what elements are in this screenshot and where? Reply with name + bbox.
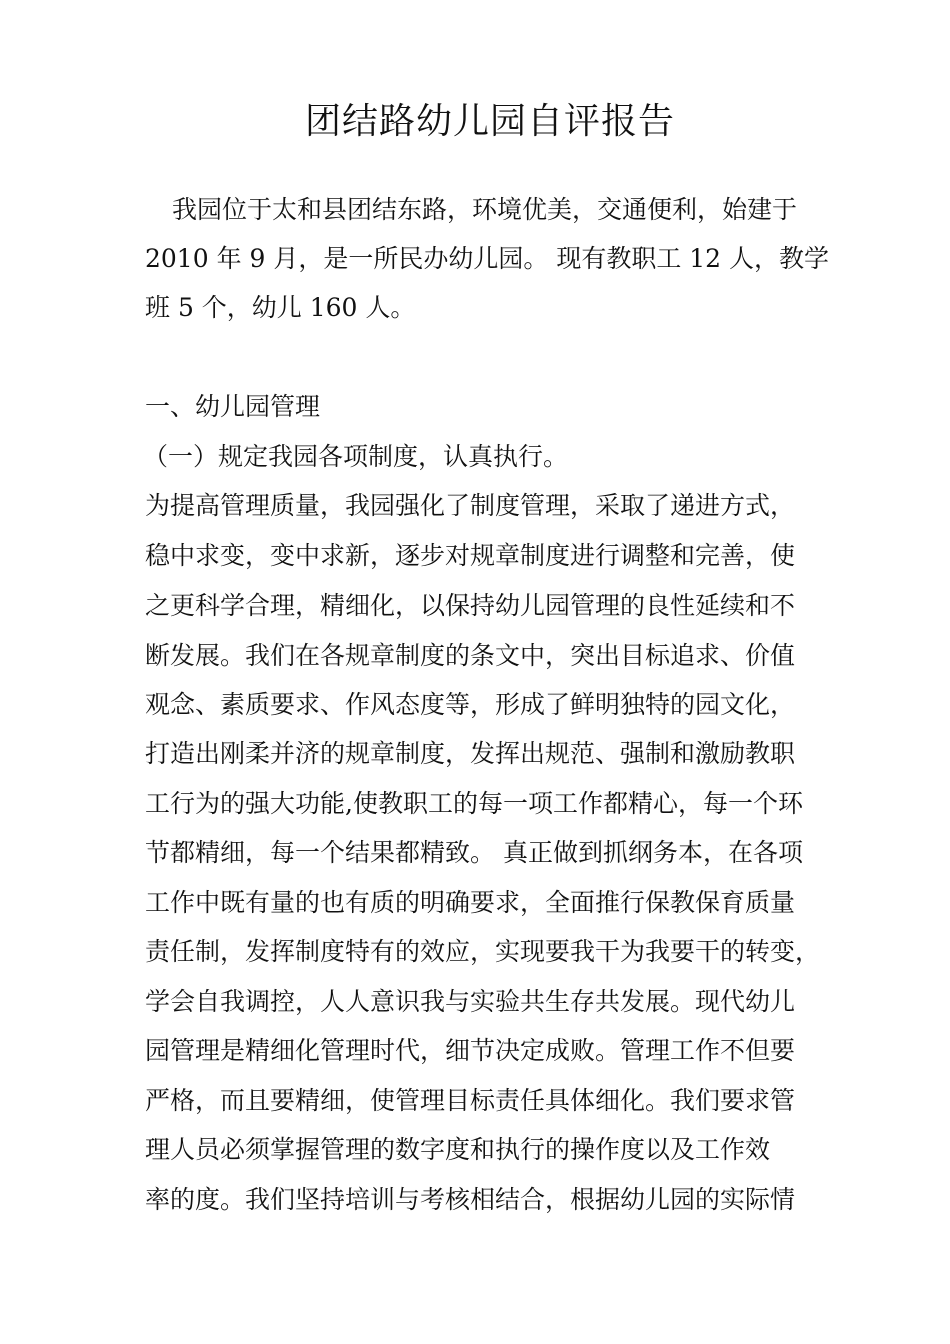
body-line: 园管理是精细化管理时代，细节决定成败。管理工作不但要: [145, 1036, 796, 1065]
document-title: 团结路幼儿园自评报告: [304, 101, 675, 142]
body-line: 观念、素质要求、作风态度等，形成了鲜明独特的园文化，: [145, 690, 796, 719]
body-line: 打造出刚柔并济的规章制度，发挥出规范、强制和激励教职: [145, 739, 796, 768]
body-line: 断发展。我们在各规章制度的条文中，突出目标追求、价值: [145, 641, 796, 670]
intro-line: 2010 年 9 月，是一所民办幼儿园。 现有教职工 12 人，教学: [145, 244, 830, 273]
body-line: 责任制，发挥制度特有的效应，实现要我干为我要干的转变，: [145, 937, 821, 966]
body-line: 节都精细，每一个结果都精致。 真正做到抓纲务本，在各项: [145, 838, 803, 867]
intro-line: 班 5 个，幼儿 160 人。: [145, 293, 416, 322]
body-line: 工行为的强大功能,使教职工的每一项工作都精心，每一个环: [145, 789, 803, 818]
intro-line: 我园位于太和县团结东路，环境优美，交通便利，始建于: [172, 195, 798, 224]
section-heading: 一、幼儿园管理: [145, 392, 321, 421]
body-line: 之更科学合理，精细化，以保持幼儿园管理的良性延续和不: [145, 591, 796, 620]
body-line: 学会自我调控，人人意识我与实验共生存共发展。现代幼儿: [145, 987, 796, 1016]
body-line: 稳中求变，变中求新，逐步对规章制度进行调整和完善，使: [145, 541, 796, 570]
body-line: 理人员必须掌握管理的数字度和执行的操作度以及工作效: [145, 1135, 771, 1164]
body-line: 严格，而且要精细，使管理目标责任具体细化。我们要求管: [145, 1086, 796, 1115]
body-line: 为提高管理质量，我园强化了制度管理，采取了递进方式，: [145, 491, 796, 520]
subsection-heading: （一）规定我园各项制度，认真执行。: [143, 442, 569, 471]
body-line: 率的度。我们坚持培训与考核相结合，根据幼儿园的实际情: [145, 1185, 796, 1214]
body-line: 工作中既有量的也有质的明确要求，全面推行保教保育质量: [145, 888, 796, 917]
